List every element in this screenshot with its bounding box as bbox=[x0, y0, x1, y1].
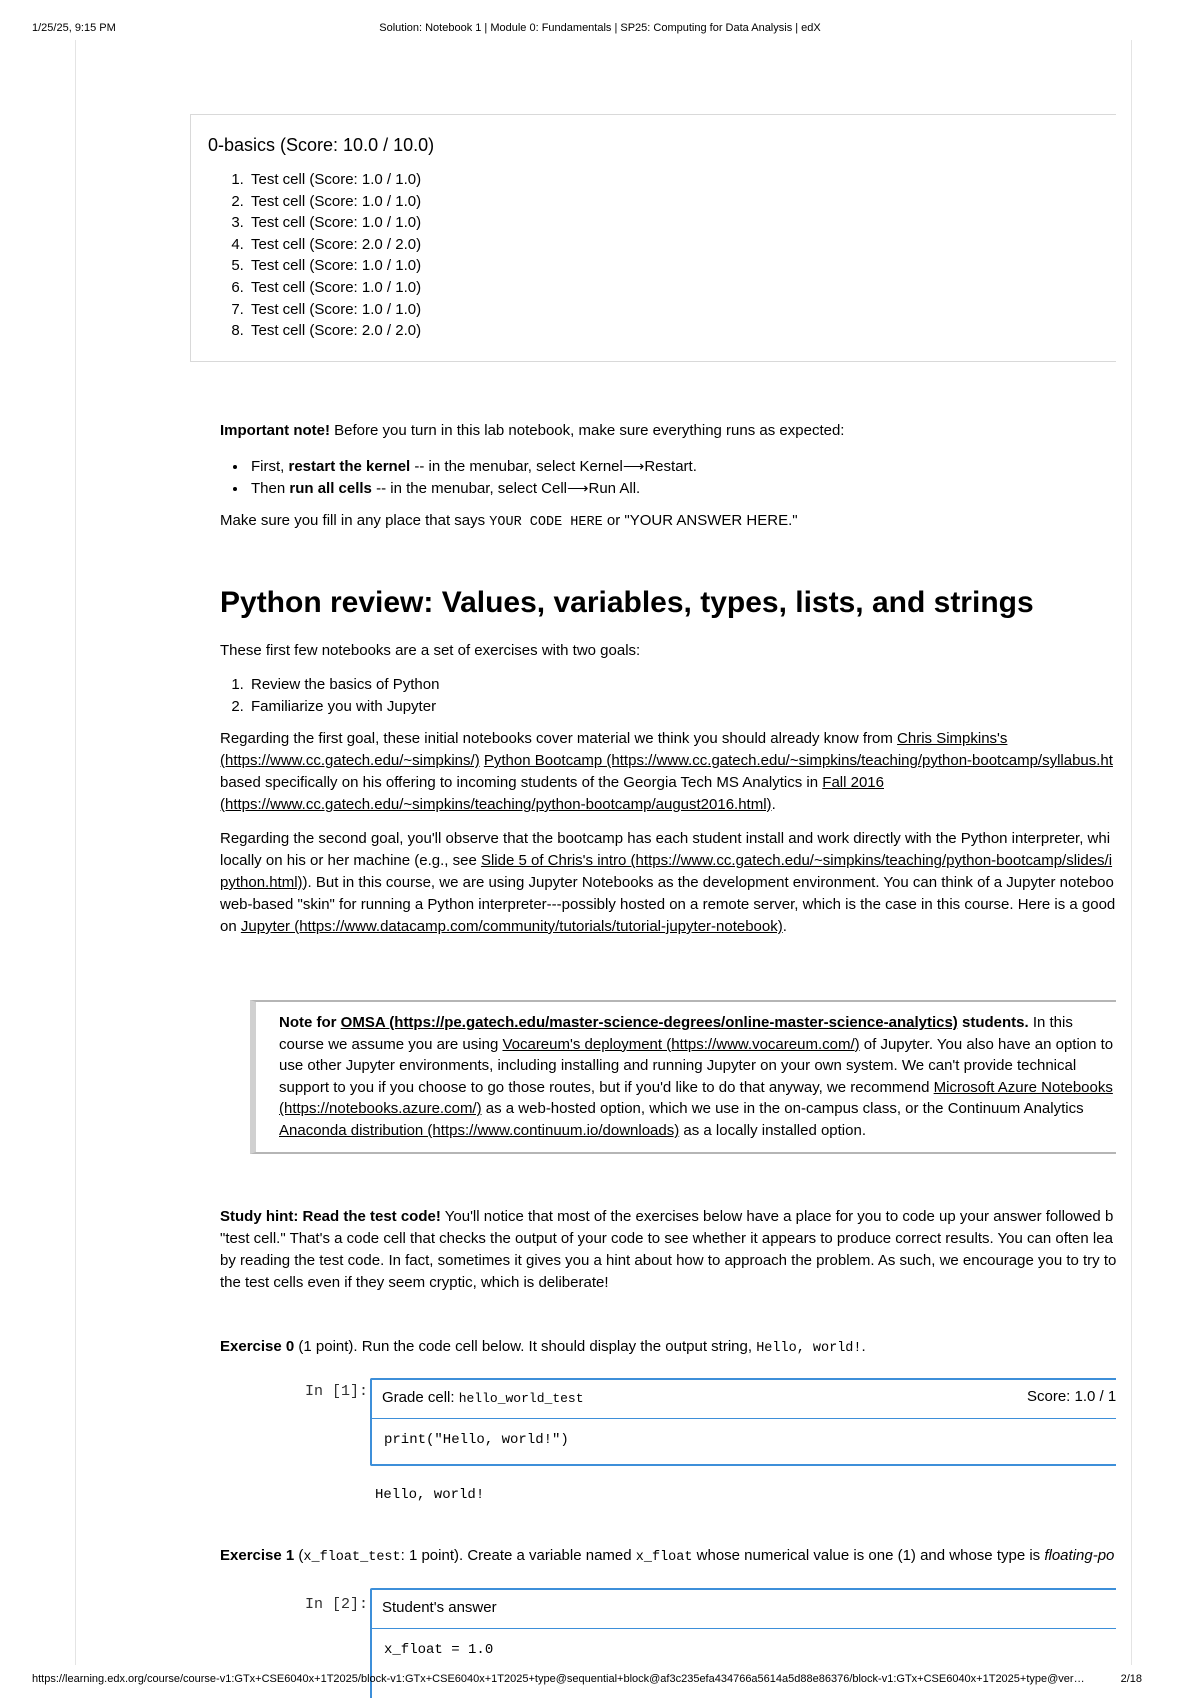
python-bootcamp-link[interactable]: Python Bootcamp (https://www.cc.gatech.edu/~simpkins/teaching/python-bootcamp/syllabus.ht bbox=[483, 752, 1113, 769]
fall-2016-link[interactable]: Fall 2016 bbox=[822, 774, 884, 791]
goal2-paragraph-line2 bbox=[220, 850, 1112, 872]
exercise-1-text bbox=[220, 1545, 1114, 1569]
cell-header bbox=[372, 1380, 1116, 1419]
goal1-paragraph-line2 bbox=[220, 750, 1113, 772]
inline-code: Hello, world! bbox=[756, 1341, 862, 1356]
text: ( bbox=[294, 1547, 304, 1564]
slide5-link-cont[interactable]: python.html) bbox=[220, 874, 303, 891]
note-line bbox=[279, 1098, 1113, 1120]
cell-label bbox=[382, 1389, 584, 1406]
checklist bbox=[248, 456, 697, 499]
score-summary-title: 0-basics (Score: 10.0 / 10.0) bbox=[208, 135, 435, 155]
score-item: 1. Test cell (Score: 1.0 / 1.0) bbox=[248, 169, 421, 191]
goal1-paragraph-line3 bbox=[220, 772, 884, 794]
text: Grade cell: bbox=[382, 1389, 459, 1406]
hint-line: the test cells even if they seem cryptic, which is deliberate! bbox=[220, 1274, 609, 1291]
note-line bbox=[279, 1034, 1113, 1056]
emphasis: Note for bbox=[279, 1014, 341, 1031]
cell-prompt-2: In [2]: bbox=[305, 1596, 369, 1613]
vocareum-link[interactable]: Vocareum's deployment (https://www.vocareum.com/) bbox=[502, 1035, 860, 1053]
text: In this bbox=[1028, 1014, 1073, 1031]
cell-output: Hello, world! bbox=[375, 1487, 485, 1503]
note-line bbox=[279, 1077, 1113, 1099]
note-line bbox=[279, 1012, 1113, 1034]
score-item: 3. Test cell (Score: 1.0 / 1.0) bbox=[248, 212, 421, 234]
cell-source[interactable]: x_float = 1.0 bbox=[384, 1642, 494, 1658]
print-date: 1/25/25, 9:15 PM bbox=[32, 22, 116, 34]
text: ). But in this course, we are using Jupyter Notebooks as the development environment. You can think of a Jupyter noteboo bbox=[302, 874, 1114, 891]
text: Regarding the first goal, these initial notebooks cover material we think you should already know from bbox=[220, 730, 898, 747]
hint-line: "test cell." That's a code cell that checks the output of your code to see whether it appears to produce correct results. You can often lea bbox=[220, 1230, 1113, 1247]
anaconda-link[interactable]: Anaconda distribution (https://www.continuum.io/downloads) bbox=[279, 1121, 680, 1139]
text: -- in the menubar, select Cell⟶Run All. bbox=[371, 479, 641, 497]
emphasis: Study hint: Read the test code! bbox=[220, 1208, 441, 1225]
hint-line: by reading the test code. In fact, sometimes it gives you a hint about how to approach the problem. As such, we encourage you to try to bbox=[220, 1252, 1116, 1269]
cell-score: Score: 1.0 / 1 bbox=[1027, 1388, 1116, 1405]
text: -- in the menubar, select Kernel⟶Restart. bbox=[410, 458, 697, 475]
emphasis: floating-po bbox=[1044, 1547, 1115, 1564]
note-line: use other Jupyter environments, including installing and running Jupyter on your own system. We can't provide technical bbox=[279, 1057, 1077, 1075]
omsa-note bbox=[250, 1000, 1116, 1154]
print-page-number: 2/18 bbox=[1120, 1673, 1142, 1685]
simpkins-link[interactable]: Chris Simpkins's bbox=[897, 730, 1008, 747]
jupyter-tutorial-link[interactable]: Jupyter (https://www.datacamp.com/community/tutorials/tutorial-jupyter-notebook) bbox=[240, 918, 783, 935]
important-note-text: Before you turn in this lab notebook, make sure everything runs as expected: bbox=[330, 422, 845, 439]
goal2-paragraph-line5 bbox=[220, 916, 787, 938]
cell-prompt-1: In [1]: bbox=[305, 1383, 369, 1400]
goals-list bbox=[248, 674, 439, 717]
cell-label: Student's answer bbox=[382, 1599, 497, 1616]
emphasis: Exercise 1 bbox=[220, 1547, 295, 1564]
checklist-item bbox=[248, 478, 697, 500]
score-item: 4. Test cell (Score: 2.0 / 2.0) bbox=[248, 234, 421, 256]
text: (1 point). Run the code cell below. It should display the output string, bbox=[294, 1338, 757, 1355]
omsa-note-text bbox=[279, 1012, 1113, 1142]
score-item: 6. Test cell (Score: 1.0 / 1.0) bbox=[248, 277, 421, 299]
note-line bbox=[279, 1120, 1113, 1142]
cell-header bbox=[372, 1590, 1116, 1629]
inline-code: x_float_test bbox=[303, 1550, 401, 1565]
fall-2016-link-url[interactable]: (https://www.cc.gatech.edu/~simpkins/teaching/python-bootcamp/august2016.html) bbox=[220, 796, 772, 813]
inline-code: hello_world_test bbox=[458, 1391, 584, 1406]
goal1-paragraph-line1 bbox=[220, 728, 1007, 750]
emphasis: students. bbox=[957, 1014, 1029, 1031]
score-item: 8. Test cell (Score: 2.0 / 2.0) bbox=[248, 320, 421, 342]
text: course we assume you are using bbox=[279, 1035, 503, 1053]
text: Make sure you fill in any place that says bbox=[220, 512, 490, 529]
emphasis: Exercise 0 bbox=[220, 1338, 295, 1355]
fill-instruction bbox=[220, 510, 798, 534]
important-note bbox=[220, 420, 844, 442]
goal2-paragraph-line1: Regarding the second goal, you'll observe that the bootcamp has each student install and work directly with the Python interpreter, whi bbox=[220, 830, 1111, 847]
omsa-link[interactable]: OMSA (https://pe.gatech.edu/master-science-degrees/online-master-science-analytics) bbox=[340, 1014, 958, 1031]
text: support to you if you choose to go those routes, but if you'd like to do that anyway, we recommend bbox=[279, 1078, 934, 1096]
goal2-paragraph-line3 bbox=[220, 872, 1114, 894]
text: Then bbox=[251, 479, 290, 497]
text: on bbox=[220, 918, 241, 935]
text: as a web-hosted option, which we use in the on-campus class, or the Continuum Analytics bbox=[481, 1100, 1084, 1118]
text: whose numerical value is one (1) and whose type is bbox=[692, 1547, 1045, 1564]
text: : 1 point). Create a variable named bbox=[400, 1547, 636, 1564]
text: as a locally installed option. bbox=[679, 1121, 866, 1139]
inline-code: x_float bbox=[635, 1550, 693, 1565]
hint-line bbox=[220, 1206, 1113, 1228]
simpkins-link-url[interactable]: (https://www.cc.gatech.edu/~simpkins/) bbox=[220, 752, 480, 769]
goal1-paragraph-line4 bbox=[220, 794, 776, 816]
azure-notebooks-link-url[interactable]: (https://notebooks.azure.com/) bbox=[279, 1100, 482, 1118]
important-note-lead: Important note! bbox=[220, 422, 330, 439]
score-summary bbox=[190, 114, 1116, 362]
code-cell-hello-world[interactable] bbox=[370, 1378, 1116, 1466]
score-list bbox=[248, 169, 421, 342]
exercise-0-text bbox=[220, 1336, 866, 1360]
score-item: 2. Test cell (Score: 1.0 / 1.0) bbox=[248, 191, 421, 213]
text: locally on his or her machine (e.g., see bbox=[220, 852, 481, 869]
azure-notebooks-link[interactable]: Microsoft Azure Notebooks bbox=[933, 1078, 1113, 1096]
cell-source[interactable]: print("Hello, world!") bbox=[384, 1432, 569, 1448]
goal-item: 2. Familiarize you with Jupyter bbox=[248, 696, 439, 718]
print-url: https://learning.edx.org/course/course-v1:GTx+CSE6040x+1T2025/block-v1:GTx+CSE6040x+1T2025+type@sequential+block@af3c235efa434766a5614a5d88e86376/block-v1:GTx+CSE6040x+1T2025+type@ver… bbox=[32, 1673, 1085, 1685]
text: . bbox=[782, 918, 787, 935]
print-title: Solution: Notebook 1 | Module 0: Fundamentals | SP25: Computing for Data Analysis | edX bbox=[379, 22, 821, 34]
text: based specifically on his offering to incoming students of the Georgia Tech MS Analytics in bbox=[220, 774, 823, 791]
score-item: 7. Test cell (Score: 1.0 / 1.0) bbox=[248, 299, 421, 321]
emphasis: restart the kernel bbox=[288, 458, 411, 475]
score-item: 5. Test cell (Score: 1.0 / 1.0) bbox=[248, 255, 421, 277]
goal-item: 1. Review the basics of Python bbox=[248, 674, 439, 696]
text: . bbox=[861, 1338, 866, 1355]
text: You'll notice that most of the exercises below have a place for you to code up your answer followed b bbox=[440, 1208, 1114, 1225]
emphasis: run all cells bbox=[289, 479, 372, 497]
text: First, bbox=[251, 458, 289, 475]
text: of Jupyter. You also have an option to bbox=[859, 1035, 1114, 1053]
text: or "YOUR ANSWER HERE." bbox=[602, 512, 798, 529]
checklist-item bbox=[248, 456, 697, 478]
inline-code: YOUR CODE HERE bbox=[489, 515, 603, 530]
goal2-paragraph-line4: web-based "skin" for running a Python interpreter---possibly hosted on a remote server, which is the case in this course. Here is a good bbox=[220, 896, 1116, 913]
slide5-link[interactable]: Slide 5 of Chris's intro (https://www.cc.gatech.edu/~simpkins/teaching/python-bootcamp/slides/i bbox=[480, 852, 1113, 869]
section-heading: Python review: Values, variables, types, lists, and strings bbox=[220, 586, 1034, 619]
text: . bbox=[771, 796, 776, 813]
review-intro: These first few notebooks are a set of exercises with two goals: bbox=[220, 642, 641, 659]
